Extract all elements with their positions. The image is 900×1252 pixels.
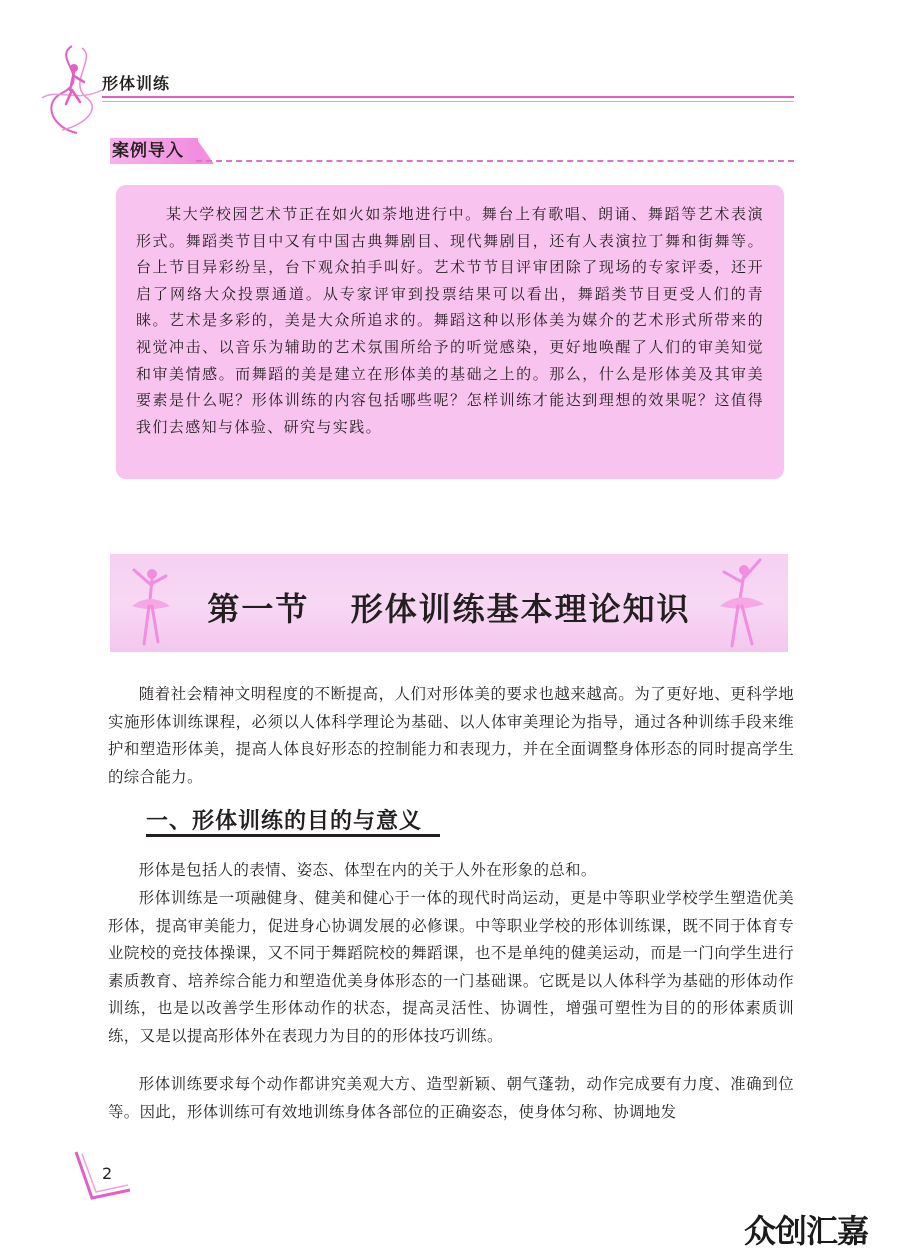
page-number: 2 [102, 1164, 113, 1183]
section-title: 第一节 形体训练基本理论知识 [207, 590, 691, 628]
header-rule-thin [102, 101, 794, 102]
body-paragraph-2: 形体训练是一项融健身、健美和健心于一体的现代时尚运动，更是中等职业学校学生塑造优美形体，提高审美能力，促进身心协调发展的必修课。中等职业学校的形体训练课，既不同于体育专业院校的竞技体操课，又不同于舞蹈院校的舞蹈课，也不是单纯的健美运动，而是一门向学生进行素质教育、培养综合能力和塑造优美身体形态的一门基础课。它既是以人体科学为基础的形体动作训练，也是以改善学生形体动作的状态，提高灵活性、协调性，增强可塑性为目的的形体素质训练，又是以提高形体外在表现力为目的的形体技巧训练。 [108, 889, 794, 1045]
body-paragraph-1: 形体是包括人的表情、姿态、体型在内的关于人外在形象的总和。 [138, 861, 597, 879]
case-intro-text: 某大学校园艺术节正在如火如荼地进行中。舞台上有歌唱、朗诵、舞蹈等艺术表演形式。舞蹈类节目中又有中国古典舞剧目、现代舞剧目，还有人表演拉丁舞和街舞等。台上节目异彩纷呈，台下观众拍手叫好。艺术节节目评审团除了现场的专家评委，还开启了网络大众投票通道。从专家评审到投票结果可以看出，舞蹈类节目更受人们的青睐。艺术是多彩的，美是大众所追求的。舞蹈这种以形体美为媒介的艺术形式所带来的视觉冲击、以音乐为辅助的艺术氛围所给予的听觉感染，更好地唤醒了人们的审美知觉和审美情感。而舞蹈的美是建立在形体美的基础之上的。那么，什么是形体美及其审美要素是什么呢？形体训练的内容包括哪些呢？怎样训练才能达到理想的效果呢？这值得我们去感知与体验、研究与实践。 [136, 205, 764, 436]
subsection-underline [146, 834, 440, 837]
body-paragraph-3: 形体训练要求每个动作都讲究美观大方、造型新颖、朝气蓬勃，动作完成要有力度、准确到位等。因此，形体训练可有效地训练身体各部位的正确姿态，使身体匀称、协调地发 [108, 1075, 794, 1121]
running-header-title: 形体训练 [102, 74, 171, 93]
ribbon-dancer-logo-icon [32, 38, 112, 138]
watermark-logo: 众创汇嘉 [744, 1212, 869, 1250]
ballerina-right-icon [704, 556, 776, 650]
subsection-heading: 一、形体训练的目的与意义 [146, 809, 423, 834]
case-intro-label: 案例导入 [110, 138, 198, 164]
case-dashed-rule [196, 160, 794, 162]
header-rule [102, 96, 794, 98]
section-intro-paragraph: 随着社会精神文明程度的不断提高，人们对形体美的要求也越来越高。为了更好地、更科学地实施形体训练课程，必须以人体科学理论为基础、以人体审美理论为指导，通过各种训练手段来维护和塑造形体美，提高人体良好形态的控制能力和表现力，并在全面调整身体形态的同时提高学生的综合能力。 [108, 685, 794, 786]
case-intro-box [116, 185, 784, 479]
section-banner [110, 554, 788, 652]
